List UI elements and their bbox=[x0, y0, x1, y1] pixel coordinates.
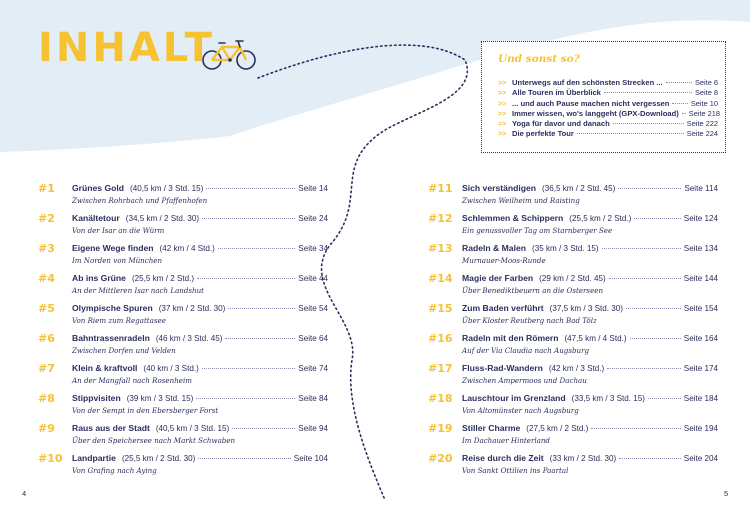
tour-subtitle: Im Norden von München bbox=[72, 256, 163, 265]
leader-dots bbox=[218, 248, 295, 249]
tour-page: Seite 34 bbox=[298, 244, 328, 253]
page-title: INHALT bbox=[38, 25, 215, 71]
tour-meta: (42 km / 4 Std.) bbox=[159, 244, 215, 253]
tour-meta: (29 km / 2 Std. 45) bbox=[539, 274, 606, 283]
tour-subtitle: Zwischen Rohrbach und Pfaffenhofen bbox=[72, 196, 208, 205]
toc-entry[interactable] bbox=[38, 302, 328, 332]
tour-meta: (40,5 km / 3 Std. 15) bbox=[130, 184, 204, 193]
tour-number: #5 bbox=[38, 302, 55, 315]
extras-page: Seite 10 bbox=[690, 98, 718, 108]
tour-number: #15 bbox=[428, 302, 453, 315]
extras-item[interactable] bbox=[498, 99, 718, 109]
extras-page: Seite 222 bbox=[686, 119, 718, 129]
tour-subtitle: Murnauer-Moos-Runde bbox=[462, 256, 546, 265]
tour-subtitle: Über Kloster Reutberg nach Bad Tölz bbox=[462, 316, 597, 325]
leader-dots bbox=[666, 82, 692, 83]
extras-item[interactable] bbox=[498, 78, 718, 88]
tour-number: #14 bbox=[428, 272, 453, 285]
tour-title: Ab ins Grüne bbox=[72, 273, 126, 283]
tour-meta: (37,5 km / 3 Std. 30) bbox=[549, 304, 623, 313]
tour-number: #2 bbox=[38, 212, 55, 225]
tour-title: Stiller Charme bbox=[462, 423, 521, 433]
leader-dots bbox=[197, 278, 295, 279]
tour-subtitle: Auf der Via Claudia nach Augsburg bbox=[462, 346, 590, 355]
tour-page: Seite 94 bbox=[298, 424, 328, 433]
leader-dots bbox=[206, 188, 295, 189]
tour-title: Radeln & Malen bbox=[462, 243, 526, 253]
toc-entry[interactable] bbox=[38, 272, 328, 302]
tour-number: #16 bbox=[428, 332, 453, 345]
tour-subtitle: Von der Isar an die Würm bbox=[72, 226, 165, 235]
tour-meta: (40 km / 3 Std.) bbox=[143, 364, 199, 373]
tour-title: Zum Baden verführt bbox=[462, 303, 544, 313]
tour-meta: (35 km / 3 Std. 15) bbox=[532, 244, 599, 253]
extras-item[interactable] bbox=[498, 119, 718, 129]
leader-dots bbox=[609, 278, 681, 279]
leader-dots bbox=[232, 428, 295, 429]
tour-subtitle: An der Mittleren Isar nach Landshut bbox=[72, 286, 205, 295]
tour-page: Seite 44 bbox=[298, 274, 328, 283]
tour-number: #4 bbox=[38, 272, 55, 285]
tour-title: Sich verständigen bbox=[462, 183, 537, 193]
extras-label: Die perfekte Tour bbox=[512, 129, 574, 139]
tour-title: Fluss-Rad-Wandern bbox=[462, 363, 543, 373]
tour-subtitle: Von Grafing nach Aying bbox=[72, 466, 157, 475]
tour-title: Grünes Gold bbox=[72, 183, 125, 193]
leader-dots bbox=[577, 133, 684, 134]
extras-page: Seite 218 bbox=[688, 108, 721, 118]
extras-label: Alle Touren im Überblick bbox=[512, 88, 601, 98]
extras-marker: >> bbox=[498, 90, 507, 98]
leader-dots bbox=[225, 338, 295, 339]
tour-number: #17 bbox=[428, 362, 453, 375]
toc-entry[interactable] bbox=[428, 332, 718, 362]
toc-entry[interactable] bbox=[38, 212, 328, 242]
tour-subtitle: Von Altomünster nach Augsburg bbox=[462, 406, 579, 415]
tour-meta: (34,5 km / 2 Std. 30) bbox=[125, 214, 200, 223]
extras-label: Unterwegs auf den schönsten Strecken ... bbox=[512, 78, 663, 87]
tour-meta: (33 km / 2 Std. 30) bbox=[549, 454, 617, 463]
tour-page: Seite 84 bbox=[298, 394, 328, 403]
extras-marker: >> bbox=[498, 121, 507, 129]
leader-dots bbox=[682, 113, 686, 114]
extras-marker: >> bbox=[498, 110, 507, 118]
leader-dots bbox=[602, 248, 681, 249]
tour-number: #3 bbox=[38, 242, 55, 255]
leader-dots bbox=[591, 428, 680, 429]
leader-dots bbox=[618, 188, 681, 189]
bicycle-icon bbox=[200, 36, 258, 72]
tour-title: Kanältetour bbox=[72, 213, 120, 223]
tour-meta: (25,5 km / 2 Std.) bbox=[131, 274, 195, 283]
tour-number: #18 bbox=[428, 392, 453, 405]
tour-title: Landpartie bbox=[72, 453, 116, 463]
tour-page: Seite 64 bbox=[298, 334, 328, 343]
tour-meta: (42 km / 3 Std.) bbox=[548, 364, 605, 373]
tour-number: #20 bbox=[428, 452, 453, 465]
extras-label: Yoga für davor und danach bbox=[512, 119, 610, 129]
toc-entry[interactable] bbox=[428, 362, 718, 392]
tour-number: #19 bbox=[428, 422, 453, 435]
tour-title: Bahntrassenradeln bbox=[72, 333, 150, 343]
tour-meta: (25,5 km / 2 Std. 30) bbox=[121, 454, 196, 463]
tour-meta: (40,5 km / 3 Std. 15) bbox=[155, 424, 230, 433]
tour-number: #11 bbox=[428, 182, 453, 195]
tour-subtitle: Zwischen Ampermoos und Dachau bbox=[462, 376, 587, 385]
leader-dots bbox=[202, 368, 296, 369]
tour-subtitle: An der Mangfall nach Rosenheim bbox=[72, 376, 192, 385]
page-number-left: 4 bbox=[22, 489, 27, 498]
tour-meta: (33,5 km / 3 Std. 15) bbox=[571, 394, 645, 403]
tour-number: #12 bbox=[428, 212, 453, 225]
tour-title: Magie der Farben bbox=[462, 273, 534, 283]
toc-entry[interactable] bbox=[428, 272, 718, 302]
tour-title: Radeln mit den Römern bbox=[462, 333, 559, 343]
tour-number: #1 bbox=[38, 182, 55, 195]
extras-box bbox=[481, 41, 726, 153]
toc-column-right bbox=[428, 182, 718, 482]
toc-entry[interactable] bbox=[428, 212, 718, 242]
leader-dots bbox=[648, 398, 681, 399]
tour-subtitle: Über den Speichersee nach Markt Schwaben bbox=[72, 436, 236, 445]
tour-number: #13 bbox=[428, 242, 453, 255]
leader-dots bbox=[196, 398, 295, 399]
tour-subtitle: Ein genussvoller Tag am Starnberger See bbox=[462, 226, 613, 235]
toc-entry[interactable] bbox=[38, 362, 328, 392]
extras-title: Und sonst so? bbox=[498, 53, 580, 65]
leader-dots bbox=[604, 92, 692, 93]
leader-dots bbox=[619, 458, 681, 459]
tour-number: #8 bbox=[38, 392, 55, 405]
tour-page: Seite 24 bbox=[298, 214, 328, 223]
toc-entry[interactable] bbox=[428, 422, 718, 452]
tour-subtitle: Von der Sempt in den Ebersberger Forst bbox=[72, 406, 219, 415]
tour-page: Seite 14 bbox=[298, 184, 328, 193]
tour-meta: (47,5 km / 4 Std.) bbox=[564, 334, 627, 343]
extras-label: ... und auch Pause machen nicht vergessen bbox=[512, 98, 670, 108]
leader-dots bbox=[613, 123, 684, 124]
extras-list bbox=[498, 78, 721, 140]
tour-page: Seite 164 bbox=[683, 334, 718, 343]
tour-title: Klein & kraftvoll bbox=[72, 363, 138, 373]
extras-label: Immer wissen, wo's langgeht (GPX-Download) bbox=[512, 108, 679, 118]
tour-meta: (25,5 km / 2 Std.) bbox=[569, 214, 632, 223]
leader-dots bbox=[198, 458, 291, 459]
extras-page: Seite 6 bbox=[694, 78, 718, 87]
tour-meta: (39 km / 3 Std. 15) bbox=[126, 394, 194, 403]
tour-number: #6 bbox=[38, 332, 55, 345]
tour-meta: (46 km / 3 Std. 45) bbox=[155, 334, 223, 343]
tour-page: Seite 134 bbox=[683, 244, 718, 253]
leader-dots bbox=[626, 308, 681, 309]
extras-marker: >> bbox=[498, 80, 507, 87]
page-number-right: 5 bbox=[724, 489, 729, 498]
tour-subtitle: Zwischen Dorfen und Velden bbox=[72, 346, 176, 355]
tour-title: Reise durch die Zeit bbox=[462, 453, 544, 463]
tour-page: Seite 54 bbox=[298, 304, 328, 313]
tour-page: Seite 104 bbox=[293, 454, 328, 463]
extras-marker: >> bbox=[498, 100, 507, 108]
extras-item[interactable] bbox=[498, 129, 718, 139]
toc-entry[interactable] bbox=[428, 302, 718, 332]
extras-marker: >> bbox=[498, 131, 507, 139]
extras-item[interactable] bbox=[498, 88, 718, 98]
leader-dots bbox=[202, 218, 295, 219]
tour-number: #9 bbox=[38, 422, 55, 435]
toc-entry[interactable] bbox=[38, 332, 328, 362]
tour-title: Schlemmen & Schippern bbox=[462, 213, 564, 223]
toc-entry[interactable] bbox=[428, 242, 718, 272]
leader-dots bbox=[228, 308, 295, 309]
tour-title: Lauschtour im Grenzland bbox=[462, 393, 566, 403]
tour-meta: (36,5 km / 2 Std. 45) bbox=[542, 184, 616, 193]
toc-entry[interactable] bbox=[38, 422, 328, 452]
toc-entry[interactable] bbox=[38, 452, 328, 482]
toc-column-left bbox=[38, 182, 328, 482]
tour-page: Seite 154 bbox=[683, 304, 718, 313]
tour-page: Seite 204 bbox=[683, 454, 718, 463]
toc-entry[interactable] bbox=[428, 392, 718, 422]
tour-title: Stippvisiten bbox=[72, 393, 121, 403]
toc-entry[interactable] bbox=[38, 242, 328, 272]
toc-entry[interactable] bbox=[428, 452, 718, 482]
tour-number: #7 bbox=[38, 362, 55, 375]
tour-page: Seite 74 bbox=[298, 364, 328, 373]
extras-page: Seite 8 bbox=[694, 88, 718, 98]
extras-item[interactable] bbox=[498, 108, 721, 119]
leader-dots bbox=[672, 103, 687, 104]
toc-entry[interactable] bbox=[38, 392, 328, 422]
tour-number: #10 bbox=[38, 452, 63, 465]
tour-meta: (37 km / 2 Std. 30) bbox=[158, 304, 226, 313]
tour-page: Seite 194 bbox=[683, 424, 718, 433]
tour-page: Seite 124 bbox=[683, 214, 718, 223]
tour-page: Seite 144 bbox=[683, 274, 718, 283]
tour-title: Olympische Spuren bbox=[72, 303, 153, 313]
tour-title: Raus aus der Stadt bbox=[72, 423, 150, 433]
tour-subtitle: Von Sankt Ottilien ins Paartal bbox=[462, 466, 569, 475]
tour-subtitle: Zwischen Weilheim und Raisting bbox=[462, 196, 580, 205]
tour-subtitle: Von Riem zum Regattasee bbox=[72, 316, 166, 325]
extras-page: Seite 224 bbox=[686, 129, 718, 139]
leader-dots bbox=[607, 368, 681, 369]
toc-entry[interactable] bbox=[428, 182, 718, 212]
toc-entry[interactable] bbox=[38, 182, 328, 212]
tour-page: Seite 174 bbox=[683, 364, 718, 373]
leader-dots bbox=[630, 338, 681, 339]
tour-meta: (27,5 km / 2 Std.) bbox=[526, 424, 589, 433]
tour-page: Seite 184 bbox=[683, 394, 718, 403]
tour-subtitle: Im Dachauer Hinterland bbox=[462, 436, 550, 445]
leader-dots bbox=[634, 218, 680, 219]
tour-title: Eigene Wege finden bbox=[72, 243, 154, 253]
tour-page: Seite 114 bbox=[684, 184, 718, 193]
tour-subtitle: Über Benediktbeuern an die Osterseen bbox=[462, 286, 604, 295]
